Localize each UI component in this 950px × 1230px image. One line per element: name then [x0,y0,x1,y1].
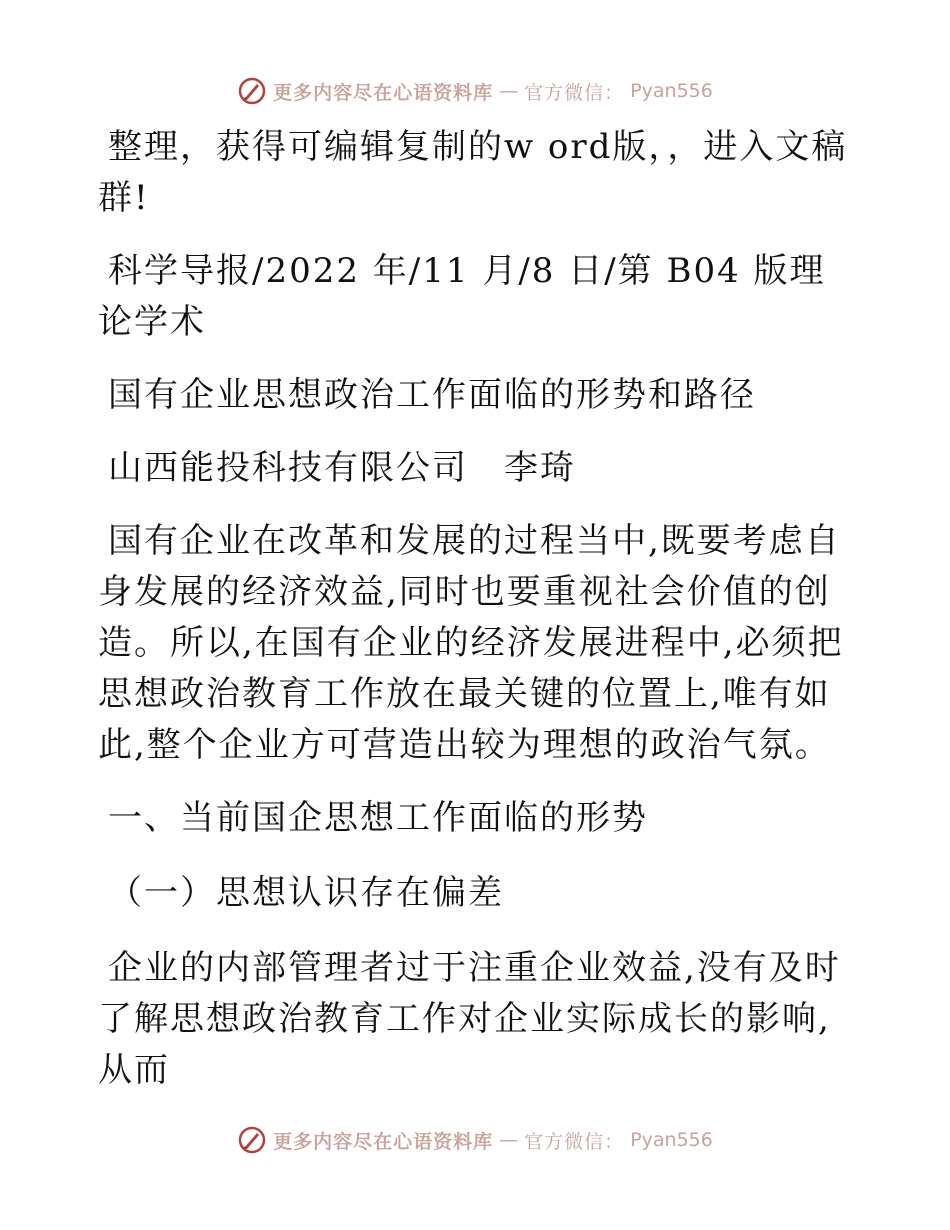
watermark-account-label: 官方微信： [524,1130,625,1153]
watermark-separator: — [499,80,519,102]
section-heading: 一、当前国企思想工作面临的形势 [108,798,648,838]
watermark-account-label: 官方微信： [524,81,625,104]
article-title: 国有企业思想政治工作面临的形势和路径 [108,375,756,415]
watermark-account-id: Pyan556 [630,1129,713,1151]
watermark-separator: — [499,1129,519,1151]
watermark-text: 更多内容尽在心语资料库 [273,81,494,104]
watermark-header [0,74,950,108]
intro-note: 整理，获得可编辑复制的w ord版，，进入文稿群! [98,127,848,218]
document-body [98,118,858,1118]
body-paragraph: 国有企业在改革和发展的过程当中,既要考虑自身发展的经济效益,同时也要重视社会价值的创造。所以,在国有企业的经济发展进程中,必须把思想政治教育工作放在最关键的位置上,唯有如此,整个企业方可营造出较为理想的政治气氛。 [98,521,844,765]
quill-seal-icon [237,76,267,106]
body-paragraph: 企业的内部管理者过于注重企业效益,没有及时了解思想政治教育工作对企业实际成长的影响,从而 [98,948,841,1090]
watermark-account-id: Pyan556 [630,80,713,102]
quill-seal-icon [237,1125,267,1155]
watermark-text: 更多内容尽在心语资料库 [273,1130,494,1153]
subsection-heading: （一）思想认识存在偏差 [108,873,504,913]
author-line: 山西能投科技有限公司 李琦 [108,448,576,488]
source-line: 科学导报/2022 年/11 月/8 日/第 B04 版理论学术 [98,251,826,342]
watermark-footer [0,1123,950,1157]
